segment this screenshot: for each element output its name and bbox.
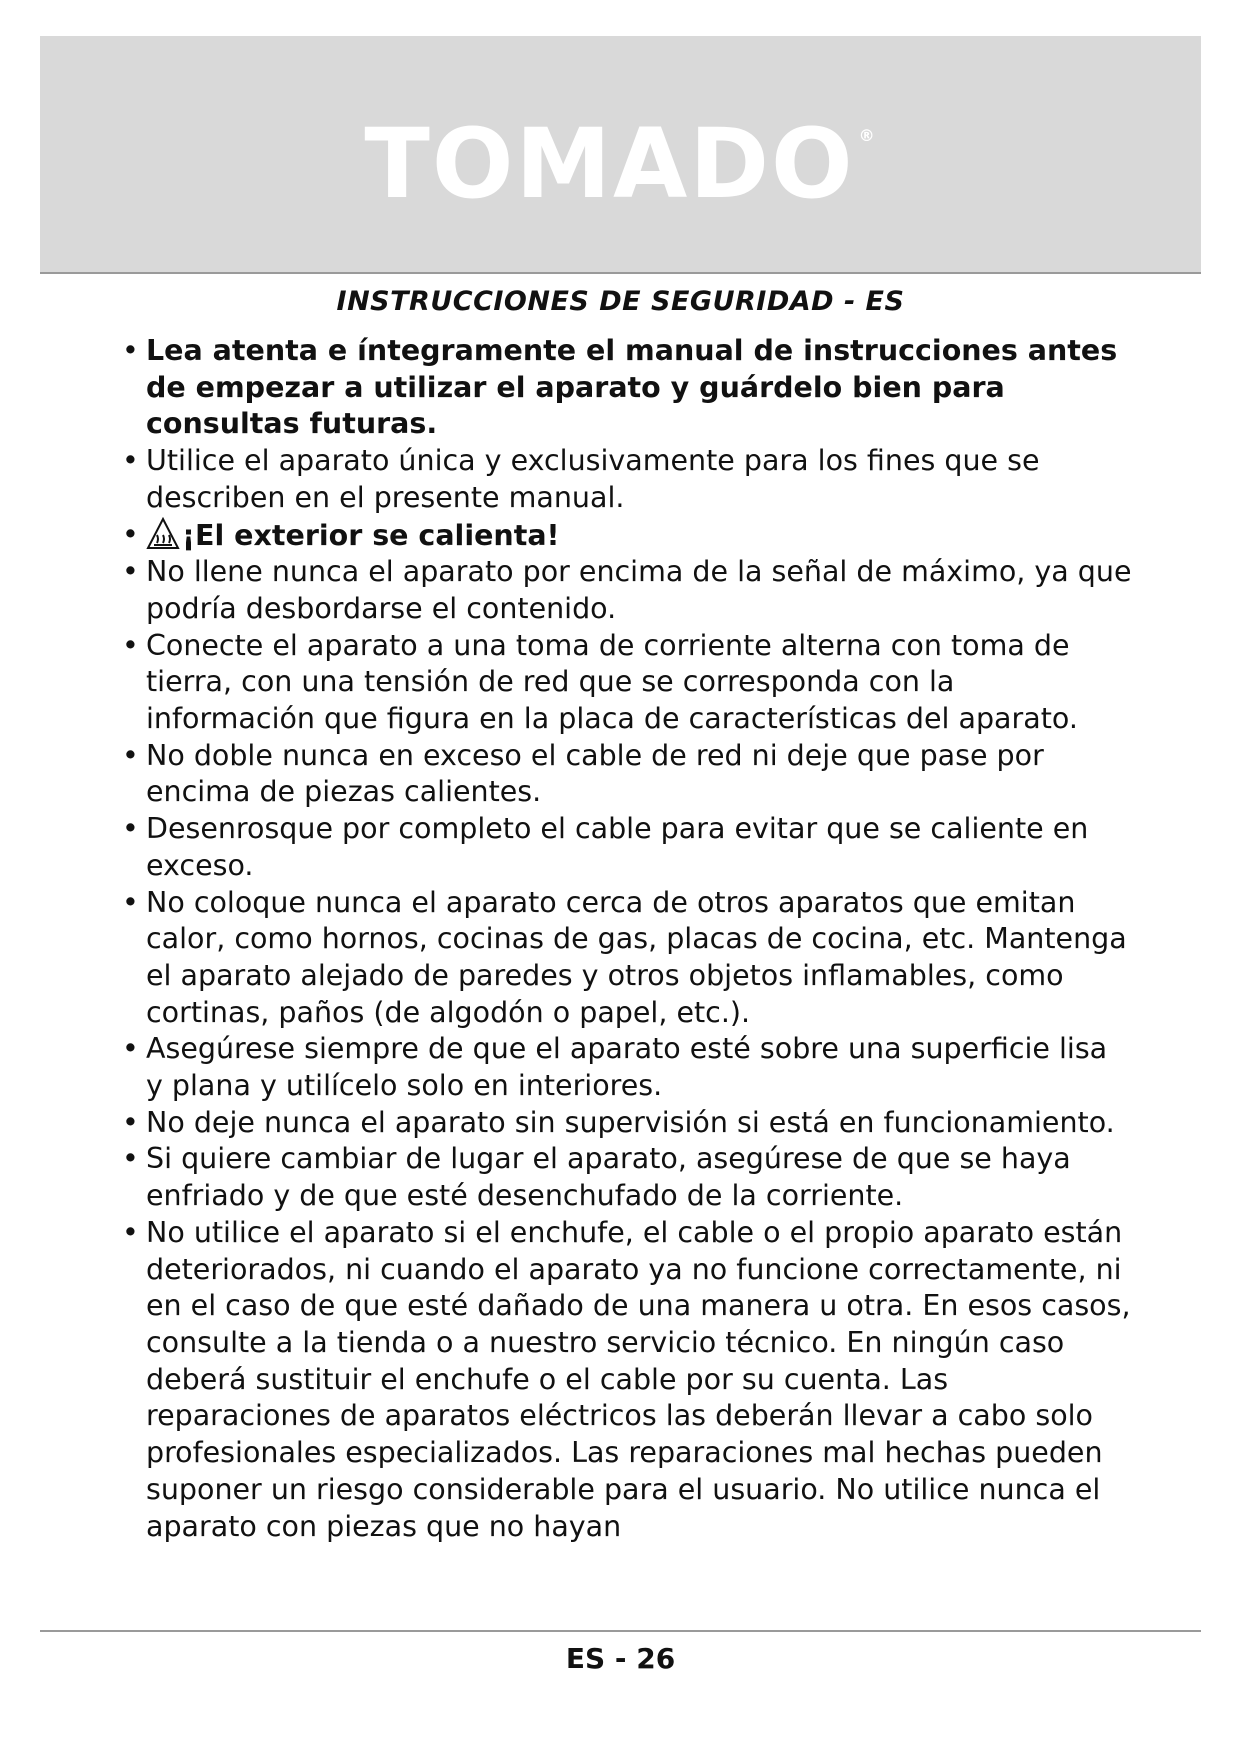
list-item bbox=[122, 1105, 1132, 1142]
item-text: Asegúrese siempre de que el aparato esté sobre una superficie lisa y plana y utilícelo solo en interiores. bbox=[146, 1032, 1108, 1103]
item-text: No coloque nunca el aparato cerca de otros aparatos que emitan calor, como hornos, cocinas de gas, placas de cocina, etc. Mantenga el aparato alejado de paredes y otros objetos inflamables, como cortinas, paños (de algodón o papel, etc.). bbox=[146, 885, 1127, 1029]
item-text: No utilice el aparato si el enchufe, el cable o el propio aparato están deteriorados, ni cuando el aparato ya no funcione correctamente, ni en el caso de que esté dañado de una manera u otra. En esos casos, consulte a la tienda o a nuestro servicio técnico. En ningún caso deberá sustituir el enchufe o el cable por su cuenta. Las reparaciones de aparatos eléctricos las deberán llevar a cabo solo profesionales especializados. Las reparaciones mal hechas pueden suponer un riesgo considerable para el usuario. No utilice nunca el aparato con piezas que no hayan bbox=[146, 1215, 1131, 1543]
brand-name: TOMADO bbox=[364, 108, 855, 220]
safety-instructions-list bbox=[122, 333, 1132, 1545]
list-item bbox=[122, 885, 1132, 1032]
list-item bbox=[122, 738, 1132, 811]
item-text: Desenrosque por completo el cable para evitar que se caliente en exceso. bbox=[146, 812, 1089, 882]
item-text: No deje nunca el aparato sin supervisión si está en funcionamiento. bbox=[146, 1105, 1115, 1139]
list-item bbox=[122, 1215, 1132, 1545]
item-text: Si quiere cambiar de lugar el aparato, asegúrese de que se haya enfriado y de que esté desenchufado de la corriente. bbox=[146, 1142, 1071, 1213]
list-item bbox=[122, 333, 1132, 443]
list-item bbox=[122, 811, 1132, 884]
list-item bbox=[122, 628, 1132, 738]
item-text: ¡El exterior se calienta! bbox=[182, 518, 560, 552]
brand-logo bbox=[40, 108, 1201, 220]
list-item bbox=[122, 443, 1132, 516]
list-item bbox=[122, 1031, 1132, 1104]
item-text: Lea atenta e íntegramente el manual de instrucciones antes de empezar a utilizar el aparato y guárdelo bien para consultas futuras. bbox=[146, 334, 1118, 441]
list-item-hot-surface bbox=[122, 517, 1132, 555]
list-item bbox=[122, 554, 1132, 627]
item-text: Utilice el aparato única y exclusivamente para los fines que se describen en el presente manual. bbox=[146, 444, 1040, 514]
header-banner bbox=[40, 36, 1201, 274]
item-text: Conecte el aparato a una toma de corriente alterna con toma de tierra, con una tensión de red que se corresponda con la información que figura en la placa de características del aparato. bbox=[146, 628, 1078, 736]
section-title: INSTRUCCIONES DE SEGURIDAD - ES bbox=[336, 286, 905, 317]
registered-mark: ® bbox=[858, 126, 877, 145]
list-item bbox=[122, 1141, 1132, 1214]
footer-divider bbox=[40, 1630, 1201, 1632]
hot-surface-warning-icon bbox=[146, 517, 180, 551]
item-text: No llene nunca el aparato por encima de la señal de máximo, ya que podría desbordarse el contenido. bbox=[146, 555, 1132, 625]
page-number: ES - 26 bbox=[565, 1642, 676, 1675]
item-text: No doble nunca en exceso el cable de red ni deje que pase por encima de piezas calientes. bbox=[146, 738, 1044, 809]
